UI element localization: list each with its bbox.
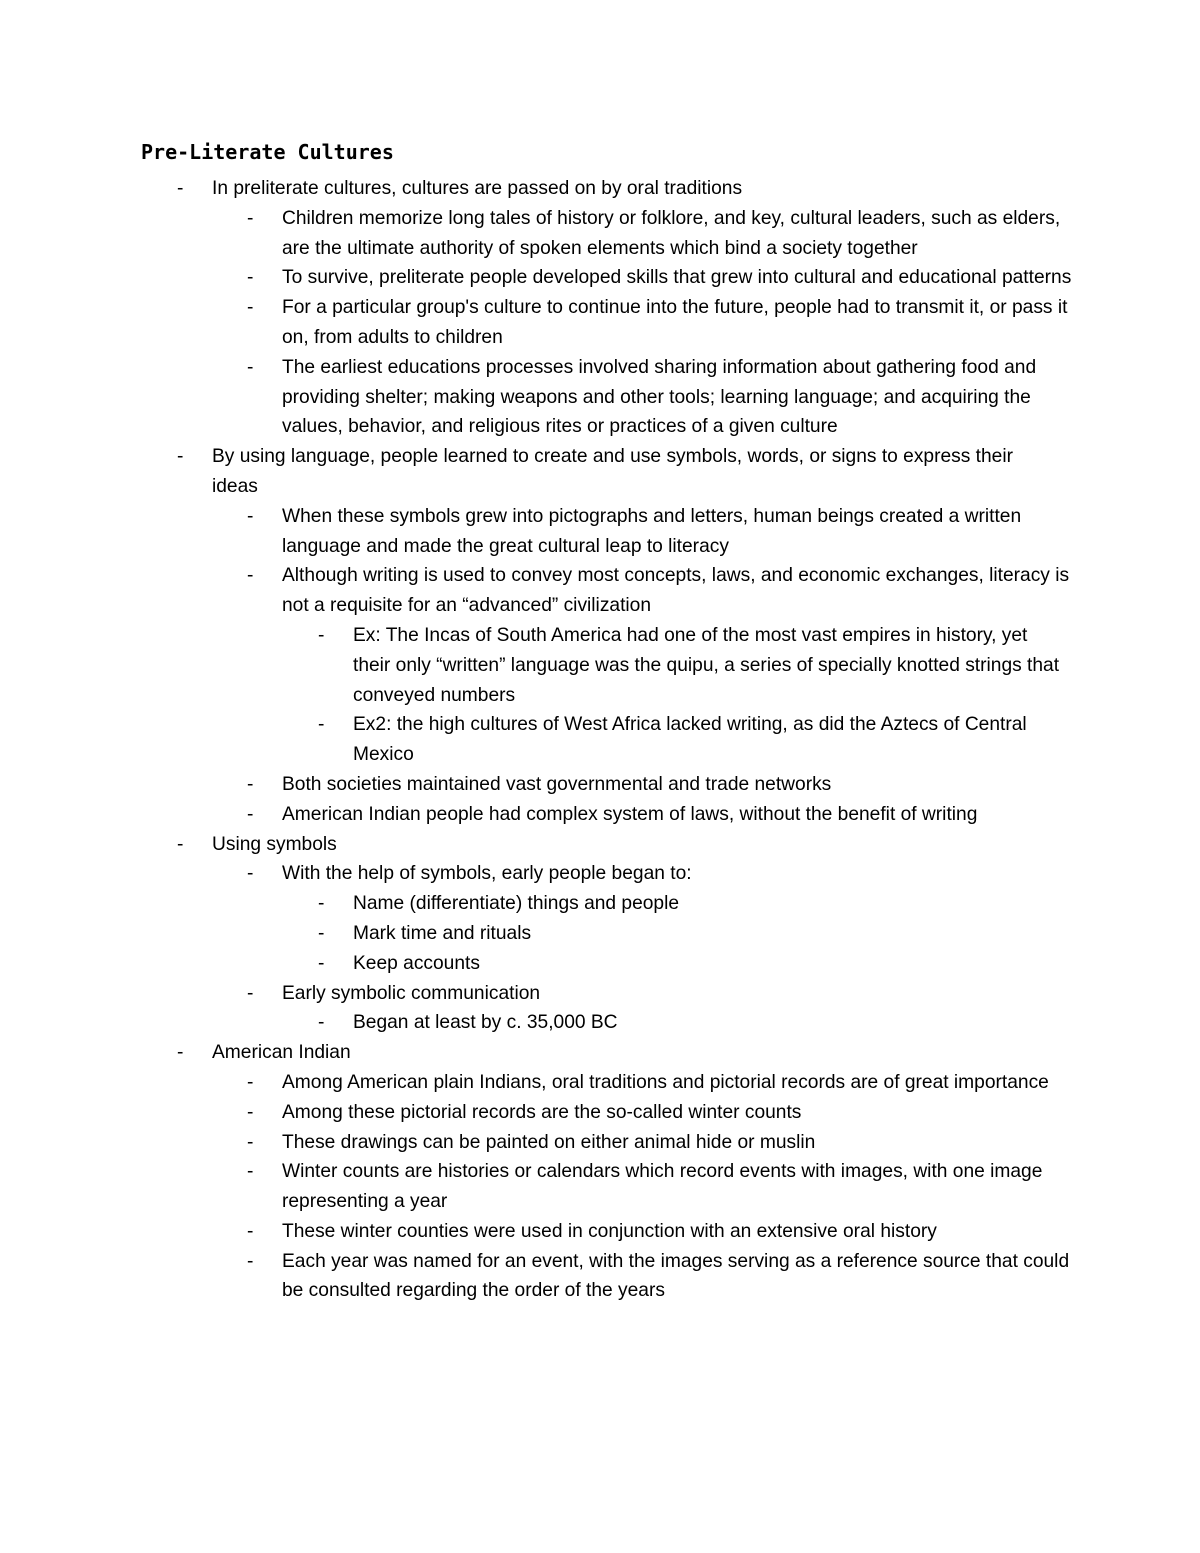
list-item [0, 621, 1068, 710]
list-item-text: By using language, people learned to create and use symbols, words, or signs to express their ideas [212, 446, 1014, 497]
page-title: Pre-Literate Cultures [141, 140, 394, 164]
list-item-text: American Indian people had complex system of laws, without the benefit of writing [282, 803, 978, 825]
notes-list [0, 174, 1200, 1306]
list-item [0, 1098, 1072, 1128]
list-item-text: When these symbols grew into pictographs and letters, human beings created a written language and made the great cultural leap to literacy [282, 505, 1022, 557]
bullet-dash: - [318, 1012, 325, 1034]
list-item [0, 949, 1068, 979]
list-item-text: Name (differentiate) things and people [353, 893, 680, 915]
list-item-text: The earliest educations processes involved sharing information about gathering food and providing shelter; making weapons and other tools; learning language; and acquiring the values, behavior, and religious rites or practices of a given culture [282, 356, 1037, 438]
list-item-text: American Indian [212, 1042, 351, 1064]
list-item [0, 293, 1072, 353]
list-item [0, 204, 1072, 264]
list-item-text: Early symbolic communication [282, 982, 541, 1004]
list-item [0, 1038, 1062, 1068]
list-item [0, 1068, 1072, 1098]
list-item [0, 979, 1072, 1009]
list-item-text: Each year was named for an event, with the images serving as a reference source that could be consulted regarding the order of the years [282, 1250, 1070, 1302]
list-item-text: These drawings can be painted on either animal hide or muslin [282, 1131, 816, 1153]
list-item-text: To survive, preliterate people developed skills that grew into cultural and educational patterns [282, 267, 1072, 289]
list-item [0, 830, 1062, 860]
list-item [0, 859, 1072, 889]
list-item [0, 710, 1068, 770]
list-item [0, 1217, 1072, 1247]
list-item [0, 353, 1072, 442]
list-item [0, 442, 1062, 502]
list-item [0, 561, 1072, 621]
list-item [0, 1247, 1072, 1307]
bullet-dash: - [247, 1101, 254, 1123]
bullet-dash: - [247, 1071, 254, 1093]
bullet-dash: - [247, 773, 254, 795]
bullet-dash: - [318, 714, 325, 736]
list-item-text: Although writing is used to convey most concepts, laws, and economic exchanges, literacy is not a requisite for an “advanced” civilization [282, 565, 1070, 617]
bullet-dash: - [318, 893, 325, 915]
bullet-dash: - [177, 178, 184, 199]
list-item-text: Winter counts are histories or calendars which record events with images, with one image representing a year [282, 1161, 1043, 1213]
list-item [0, 1008, 1068, 1038]
list-item-text: Ex: The Incas of South America had one of the most vast empires in history, yet their only “written” language was the quipu, a series of specially knotted strings that conveyed numbers [353, 624, 1060, 706]
list-item-text: In preliterate cultures, cultures are passed on by oral traditions [212, 178, 743, 199]
bullet-dash: - [247, 565, 254, 587]
list-item-text: Both societies maintained vast governmental and trade networks [282, 773, 832, 795]
bullet-dash: - [247, 297, 254, 319]
bullet-dash: - [247, 1131, 254, 1153]
bullet-dash: - [318, 922, 325, 944]
bullet-dash: - [247, 803, 254, 825]
list-item [0, 770, 1072, 800]
list-item [0, 889, 1068, 919]
list-item-text: These winter counties were used in conjunction with an extensive oral history [282, 1220, 937, 1242]
bullet-dash: - [177, 446, 184, 468]
bullet-dash: - [247, 267, 254, 289]
list-item [0, 174, 1062, 204]
bullet-dash: - [177, 1042, 184, 1064]
bullet-dash: - [177, 833, 184, 855]
bullet-dash: - [247, 863, 254, 885]
list-item [0, 1128, 1072, 1158]
list-item-text: Ex2: the high cultures of West Africa lacked writing, as did the Aztecs of Central Mexico [353, 714, 1027, 766]
list-item [0, 502, 1072, 562]
list-item-text: Mark time and rituals [353, 922, 532, 944]
bullet-dash: - [247, 1220, 254, 1242]
bullet-dash: - [247, 207, 254, 229]
bullet-dash: - [318, 624, 325, 646]
bullet-dash: - [247, 982, 254, 1004]
bullet-dash: - [247, 1250, 254, 1272]
bullet-dash: - [247, 1161, 254, 1183]
bullet-dash: - [318, 952, 325, 974]
list-item-text: Using symbols [212, 833, 337, 855]
list-item-text: Began at least by c. 35,000 BC [353, 1012, 618, 1034]
list-item-text: Children memorize long tales of history or folklore, and key, cultural leaders, such as elders, are the ultimate authority of spoken elements which bind a society together [282, 207, 1061, 259]
bullet-dash: - [247, 505, 254, 527]
list-item [0, 919, 1068, 949]
list-item-text: Keep accounts [353, 952, 480, 974]
list-item [0, 800, 1072, 830]
list-item-text: With the help of symbols, early people began to: [282, 863, 692, 885]
list-item [0, 263, 1072, 293]
list-item-text: For a particular group's culture to continue into the future, people had to transmit it, or pass it on, from adults to children [282, 297, 1068, 348]
list-item-text: Among these pictorial records are the so-called winter counts [282, 1101, 802, 1123]
list-item-text: Among American plain Indians, oral traditions and pictorial records are of great importance [282, 1071, 1049, 1093]
list-item [0, 1157, 1072, 1217]
bullet-dash: - [247, 356, 254, 378]
